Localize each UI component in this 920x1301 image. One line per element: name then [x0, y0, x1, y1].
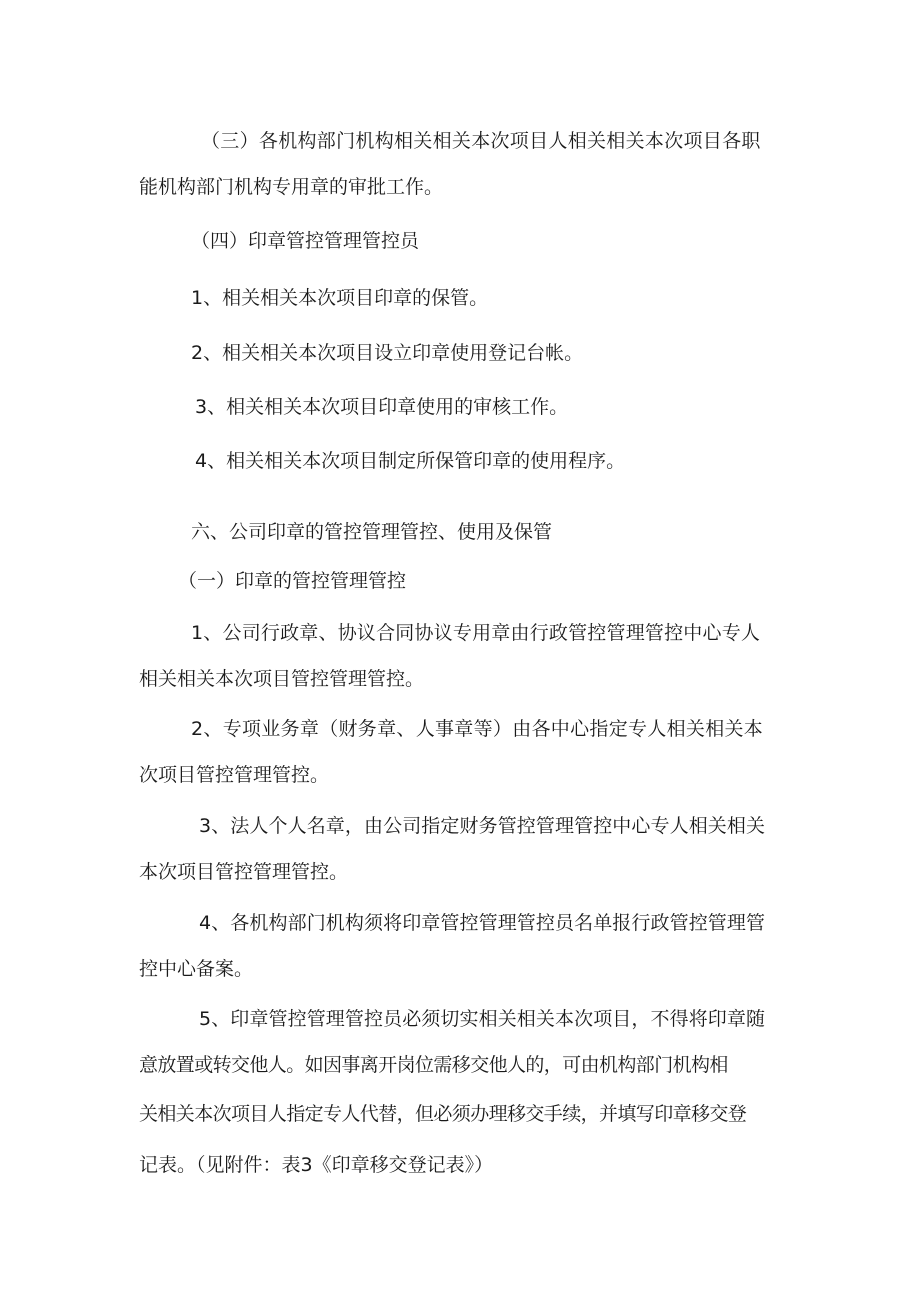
text-line: 相关相关本次项目管控管理管控。	[139, 668, 425, 690]
text-line: 能机构部门机构专用章的审批工作。	[139, 176, 444, 198]
text-line: 5、印章管控管理管控员必须切实相关相关本次项目，不得将印章随	[199, 1008, 766, 1030]
text-line: 4、各机构部门机构须将印章管控管理管控员名单报行政管控管理管	[199, 912, 766, 934]
list-item: 1、相关相关本次项目印章的保管。	[191, 287, 489, 309]
text-line: 关相关本次项目人指定专人代替，但必须办理移交手续，并填写印章移交登	[139, 1103, 747, 1125]
text-line: （三）各机构部门机构相关相关本次项目人相关相关本次项目各职	[201, 130, 761, 152]
section-heading: （一）印章的管控管理管控	[178, 570, 407, 592]
text-line: 记表。（见附件：表3《印章移交登记表》）	[139, 1154, 494, 1176]
section-heading: 六、公司印章的管控管理管控、使用及保管	[191, 521, 553, 543]
text-line: 3、法人个人名章，由公司指定财务管控管理管控中心专人相关相关	[199, 815, 766, 837]
section-heading: （四）印章管控管理管控员	[191, 230, 420, 252]
list-item: 3、相关相关本次项目印章使用的审核工作。	[195, 396, 569, 418]
text-line: 本次项目管控管理管控。	[139, 861, 349, 883]
text-line: 次项目管控管理管控。	[139, 764, 330, 786]
list-item: 4、相关相关本次项目制定所保管印章的使用程序。	[195, 450, 626, 472]
text-line: 1、公司行政章、协议合同协议专用章由行政管控管理管控中心专人	[191, 622, 761, 644]
text-line: 2、专项业务章（财务章、人事章等）由各中心指定专人相关相关本	[191, 718, 764, 740]
text-line: 意放置或转交他人。如因事离开岗位需移交他人的，可由机构部门机构相	[139, 1054, 728, 1076]
text-line: 控中心备案。	[139, 958, 254, 980]
list-item: 2、相关相关本次项目设立印章使用登记台帐。	[191, 342, 584, 364]
